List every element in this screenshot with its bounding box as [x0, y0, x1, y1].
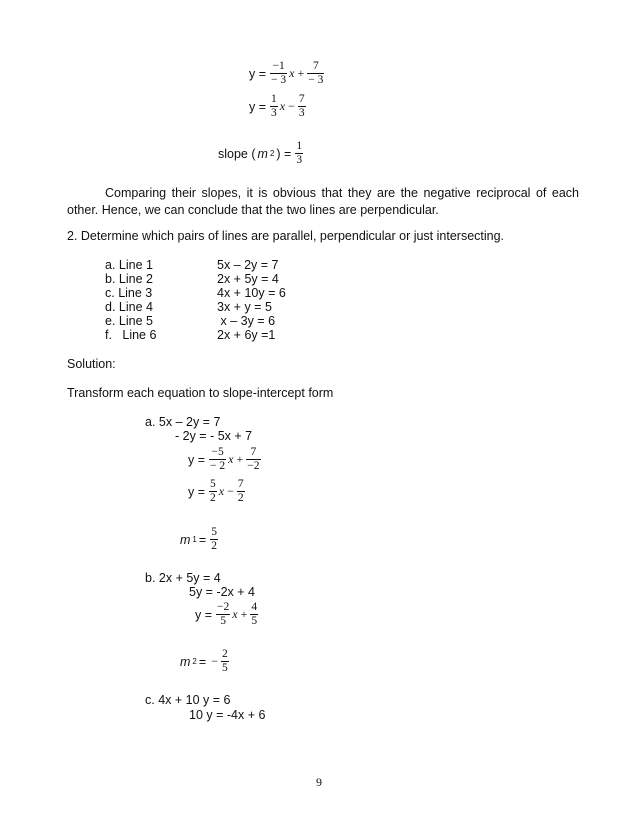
- eq-lhs: y =: [188, 484, 206, 499]
- denominator: − 3: [308, 74, 324, 86]
- eq-lhs: y =: [249, 66, 267, 81]
- numerator: 7: [246, 446, 260, 460]
- part-b-solve-1: [195, 601, 258, 628]
- part-c-step: 10 y = -4x + 6: [189, 708, 266, 722]
- eq-lhs: y =: [195, 607, 213, 622]
- line-label: b. Line 2: [105, 272, 153, 286]
- part-a-solve-1: [188, 446, 261, 473]
- list-item: [105, 328, 275, 342]
- slope-subscript: 2: [269, 149, 275, 158]
- line-label: d. Line 4: [105, 300, 153, 314]
- denominator: 2: [211, 540, 217, 552]
- operator: +: [240, 607, 248, 621]
- fraction: [250, 601, 258, 628]
- variable-x: x: [232, 607, 238, 621]
- equation-y1: [249, 60, 324, 87]
- part-b-equation: b. 2x + 5y = 4: [145, 571, 221, 585]
- equals: =: [198, 654, 207, 669]
- problem-2-statement: 2. Determine which pairs of lines are parallel, perpendicular or just intersecting.: [67, 229, 505, 243]
- fraction: [221, 648, 229, 675]
- numerator: 7: [298, 93, 305, 105]
- fraction: [270, 93, 278, 120]
- line-equation: 3x + y = 5: [217, 300, 272, 314]
- numerator: 7: [237, 478, 244, 490]
- fraction: [246, 446, 260, 473]
- line-label: e. Line 5: [105, 314, 153, 328]
- equation-y2: [249, 93, 306, 120]
- fraction: [307, 60, 324, 87]
- fraction: [209, 446, 226, 473]
- numerator: 1: [296, 140, 303, 152]
- comparison-paragraph: Comparing their slopes, it is obvious that they are the negative reciprocal of each other. Hence, we can conclude that the two lines are perpendicular.: [67, 186, 579, 217]
- denominator: −2: [247, 460, 260, 472]
- variable-x: x: [289, 66, 295, 80]
- part-a-equation: a. 5x – 2y = 7: [145, 415, 221, 429]
- variable-x: x: [218, 484, 225, 498]
- list-item: [105, 286, 286, 300]
- denominator: 5: [251, 615, 258, 627]
- variable-x: x: [228, 452, 234, 466]
- line-equation: 4x + 10y = 6: [217, 286, 286, 300]
- numerator: 2: [221, 648, 228, 660]
- denominator: 5: [220, 615, 227, 627]
- line-label: f. Line 6: [105, 328, 157, 342]
- line-label: c. Line 3: [105, 286, 153, 300]
- part-a-solve-2: [188, 478, 245, 505]
- line-equation: 2x + 5y = 4: [217, 272, 279, 286]
- numerator: −2: [217, 601, 230, 613]
- slope-subscript: 1: [192, 535, 197, 544]
- fraction: [298, 93, 306, 120]
- eq-lhs: y =: [249, 99, 267, 114]
- fraction: [216, 601, 230, 628]
- variable-x: x: [279, 99, 286, 113]
- line-equation: 2x + 6y =1: [217, 328, 276, 342]
- numerator: 1: [271, 93, 277, 105]
- fraction: [295, 140, 303, 167]
- slope-label: slope (: [218, 146, 256, 161]
- slope-symbol: m: [180, 654, 191, 669]
- numerator: −1: [270, 60, 287, 74]
- numerator: 5: [211, 526, 217, 538]
- denominator: 5: [221, 662, 228, 674]
- fraction: [237, 478, 245, 505]
- numerator: 7: [307, 60, 324, 74]
- fraction: [209, 478, 217, 505]
- operator: −: [227, 484, 234, 498]
- denominator: 3: [296, 154, 303, 166]
- slope-symbol: m: [257, 146, 268, 161]
- part-b-slope: [180, 648, 229, 675]
- slope-m2: [218, 140, 303, 167]
- slope-tail: ) =: [276, 146, 292, 161]
- part-c-equation: c. 4x + 10 y = 6: [145, 693, 231, 707]
- eq-lhs: y =: [188, 452, 206, 467]
- list-item: [105, 258, 279, 272]
- solution-label: Solution:: [67, 357, 116, 371]
- part-b-step: 5y = -2x + 4: [189, 585, 256, 599]
- denominator: − 3: [271, 74, 287, 86]
- operator: +: [297, 66, 305, 80]
- numerator: 5: [210, 478, 216, 490]
- operator: −: [288, 99, 295, 113]
- numerator: −5: [209, 446, 226, 460]
- denominator: 2: [210, 492, 216, 504]
- denominator: 3: [298, 107, 305, 119]
- part-a-slope: [180, 526, 218, 553]
- negative-sign: −: [211, 654, 218, 668]
- line-label: a. Line 1: [105, 258, 153, 272]
- list-item: [105, 314, 275, 328]
- fraction: [210, 526, 218, 553]
- equals: =: [198, 532, 207, 547]
- line-equation: 5x – 2y = 7: [217, 258, 279, 272]
- list-item: [105, 272, 279, 286]
- operator: +: [236, 452, 244, 466]
- page-number: 9: [316, 775, 322, 789]
- line-equation: x – 3y = 6: [217, 314, 276, 328]
- numerator: 4: [251, 601, 258, 613]
- transform-instruction: Transform each equation to slope-intercept form: [67, 386, 334, 400]
- denominator: − 2: [210, 460, 226, 472]
- part-a-step: - 2y = - 5x + 7: [175, 429, 253, 443]
- slope-subscript: 2: [192, 657, 197, 666]
- slope-symbol: m: [180, 532, 191, 547]
- list-item: [105, 300, 272, 314]
- denominator: 3: [271, 107, 277, 119]
- fraction: [270, 60, 287, 87]
- denominator: 2: [237, 492, 244, 504]
